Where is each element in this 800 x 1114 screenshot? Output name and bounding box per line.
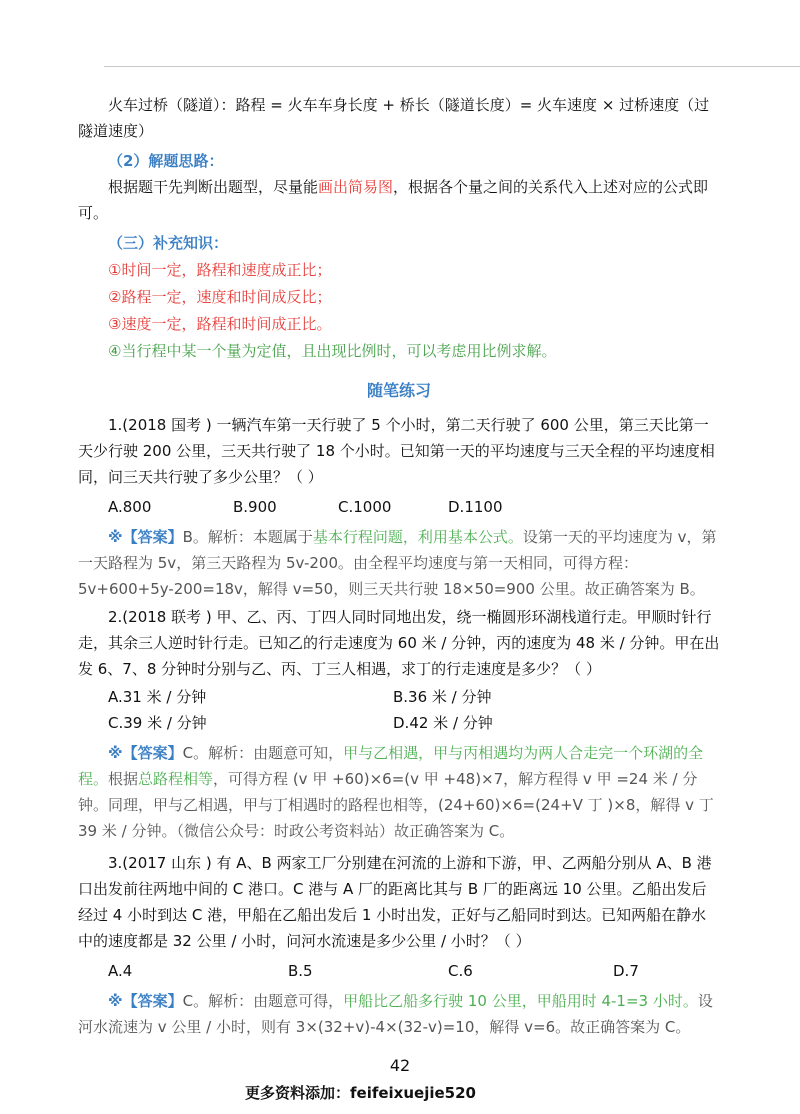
- q2-answer-c: ，可得方程 (v 甲 +60)×6=(v 甲 +48)×7，解方程得 v 甲 =24 米 / 分钟。同理，甲与乙相遇，甲与丁相遇时的路程也相等，(24+60)×6=(24+V 丁 )×8，解得 v 丁 39 米 / 分钟。（微信公众号：时政公考资料站）故正确答案为 C。: [78, 770, 714, 840]
- q3-answer-b: 设河水流速为 v 公里 / 小时，则有 3×(32+v)-4×(32-v)=10，解得 v=6。故正确答案为 C。: [78, 992, 713, 1036]
- q1-option-c: C.1000: [338, 498, 392, 516]
- q1-text: 1.(2018 国考 ) 一辆汽车第一天行驶了 5 个小时，第二天行驶了 600 公里，第三天比第一天少行驶 200 公里，三天共行驶了 18 个小时。已知第一天的平均速度与三天全程的平均速度相同，问三天共行驶了多少公里？（ ）: [78, 416, 715, 486]
- q1-answer: [78, 524, 720, 602]
- q1-answer-a: B。解析：本题属于: [182, 528, 313, 546]
- supplement-item-3: ③速度一定，路程和时间成正比。: [108, 315, 332, 333]
- q1-options: [78, 494, 720, 520]
- formula-text: 火车过桥（隧道）：路程 = 火车车身长度 + 桥长（隧道长度）= 火车速度 × 过桥速度（过隧道速度）: [78, 96, 710, 140]
- q2-answer-b: 根据: [108, 770, 139, 788]
- q1-option-d: D.1100: [448, 498, 503, 516]
- q3-option-b: B.5: [288, 962, 313, 980]
- q2-answer-highlight-2: 总路程相等: [138, 770, 214, 788]
- q1-answer-b: 设第一天的平均速度为 v，第一天路程为 5v，第三天路程为 5v-200。由全程平均速度与第一天相同，可得方程：5v+600+5y-200=18v，解得 v=50，则三天共行驶 18×50=900 公里。故正确答案为 B。: [78, 528, 717, 598]
- approach-pre: 根据题干先判断出题型，尽量能: [108, 178, 319, 196]
- supplement-item-4: ④当行程中某一个量为定值，且出现比例时，可以考虑用比例求解。: [108, 342, 557, 360]
- q3-option-d: D.7: [613, 962, 639, 980]
- practice-title: 随笔练习: [366, 381, 431, 400]
- q1-option-a: A.800: [108, 498, 152, 516]
- q1-option-b: B.900: [233, 498, 277, 516]
- q2-answer-highlight: 甲与乙相遇，甲与丙相遇均为两人合走完一个环湖的全程。: [78, 744, 704, 788]
- supplement-item-1: ①时间一定，路程和速度成正比；: [108, 261, 332, 279]
- approach-post: ，根据各个量之间的关系代入上述对应的公式即可。: [78, 178, 709, 222]
- q3-options: [78, 958, 720, 984]
- q2-option-c: C.39 米 / 分钟: [108, 714, 207, 732]
- q1-answer-mark: ※【答案】: [108, 528, 183, 546]
- q2-text: 2.(2018 联考 ) 甲、乙、丙、丁四人同时同地出发，绕一椭圆形环湖栈道行走。甲顺时针行走，其余三人逆时针行走。已知乙的行走速度为 60 米 / 分钟，丙的速度为 48 米 / 分钟。甲在出发 6、7、8 分钟时分别与乙、丙、丁三人相遇，求丁的行走速度是多少？（ ）: [78, 608, 720, 678]
- q3-option-a: A.4: [108, 962, 133, 980]
- page-number: 42: [389, 1056, 411, 1075]
- q3-option-c: C.6: [448, 962, 473, 980]
- footer-text: 更多资料添加：feifeixuejie520: [245, 1084, 476, 1102]
- q2-answer-a: C。解析：由题意可知，: [182, 744, 344, 762]
- q2-answer: [78, 740, 720, 844]
- q3-text: 3.(2017 山东 ) 有 A、B 两家工厂分别建在河流的上游和下游，甲、乙两船分别从 A、B 港口出发前往两地中间的 C 港口。C 港与 A 厂的距离比其与 B 厂的距离远 10 公里。乙船出发后经过 4 小时到达 C 港，甲船在乙船出发后 1 小时出发，正好与乙船同时到达。已知两船在静水中的速度都是 32 公里 / 小时，问河水流速是多少公里 / 小时？（ ）: [78, 854, 712, 950]
- q3-answer-mark: ※【答案】: [108, 992, 183, 1010]
- q3-answer: [78, 988, 720, 1040]
- q2-option-b: B.36 米 / 分钟: [393, 688, 492, 706]
- q2-option-a: A.31 米 / 分钟: [108, 688, 207, 706]
- page-content: [78, 92, 720, 1040]
- header-rule: [104, 66, 800, 67]
- q1-answer-highlight: 基本行程问题，利用基本公式。: [312, 528, 523, 546]
- supplement-heading: （三）补充知识：: [108, 234, 229, 252]
- q2-answer-mark: ※【答案】: [108, 744, 183, 762]
- q3-answer-highlight: 甲船比乙船多行驶 10 公里，甲船用时 4-1=3 小时。: [343, 992, 698, 1010]
- supplement-item-2: ②路程一定，速度和时间成反比；: [108, 288, 332, 306]
- approach-paragraph: [78, 174, 720, 226]
- q2-option-d: D.42 米 / 分钟: [393, 714, 493, 732]
- q3-answer-a: C。解析：由题意可得，: [182, 992, 344, 1010]
- q2-options: [78, 684, 720, 736]
- approach-highlight: 画出简易图: [318, 178, 394, 196]
- approach-heading: （2）解题思路：: [108, 152, 224, 170]
